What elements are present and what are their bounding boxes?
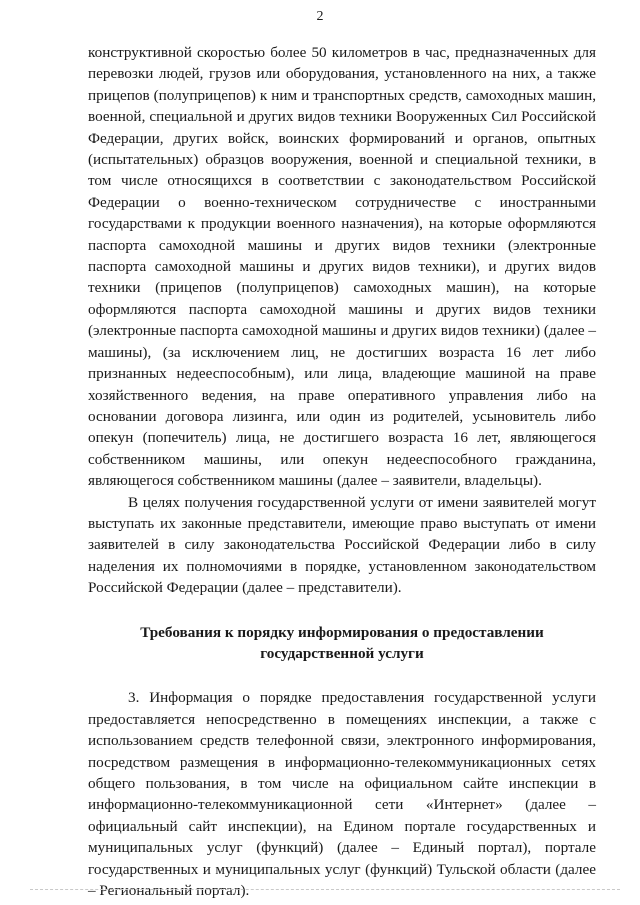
paragraph-vehicle-definition: конструктивной скоростью более 50 километров в час, предназначенных для перевозки людей, грузов или оборудования, установленного на них, а также прицепов (полуприцепов) к ним и транспортных средств, самоходных машин, военной, специальной и других видов техники Вооруженных Сил Российской Федерации, других войск, воинских формирований и органов, опытных (испытательных) образцов вооружения, военной и специальной техники, в том числе относящихся в соответствии с законодательством Российской Федерации о военно-техническом сотрудничестве с иностранными государствами к продукции военного назначения), на которые оформляются паспорта самоходной машины и других видов техники (электронные паспорта самоходной машины и других видов техники), и других видов техники (прицепов (полуприцепов) самоходных машин), на которые оформляются паспорта самоходной машины и других видов техники (электронные паспорта самоходной машины и других видов техники) (далее – машины), (за исключением лиц, не достигших возраста 16 лет либо признанных недееспособным), или лица, владеющие машиной на праве хозяйственного ведения, на праве оперативного управления либо на основании договора лизинга, или один из родителей, усыновитель либо опекун (попечитель) лица, не достигшего возраста 16 лет, являющегося собственником машины, или опекун недееспособного гражданина, являющегося собственником машины (далее – заявители, владельцы). xyxy=(88,44,596,490)
page-number: 2 xyxy=(316,9,324,24)
paragraph-information-order: 3. Информация о порядке предоставления государственной услуги предоставляется непосредственно в помещениях инспекции, а также с использованием средств телефонной связи, электронного информирования, посредством размещения в информационно-телекоммуникационных сетях общего пользования, в том числе на официальном сайте инспекции в информационно-телекоммуникационной сети «Интернет» (далее – официальный сайт инспекции), на Едином портале государственных и муниципальных услуг (функций) (далее – Единый портал), портале государственных и муниципальных услуг (функций) Тульской области (далее – Региональный портал). xyxy=(88,689,596,900)
document-body xyxy=(88,42,596,901)
section-heading-line-2: государственной услуги xyxy=(260,644,424,662)
section-heading xyxy=(88,622,596,665)
paragraph-representatives: В целях получения государственной услуги от имени заявителей могут выступать их законные представители, имеющие право выступать от имени заявителей в силу законодательства Российской Федерации либо в силу наделения их полномочиями в порядке, установленном законодательством Российской Федерации (далее – представители). xyxy=(88,493,596,597)
spacer xyxy=(88,664,596,687)
scan-artifact-line xyxy=(30,889,620,890)
spacer xyxy=(88,599,596,622)
section-heading-line-1: Требования к порядку информирования о предоставлении xyxy=(140,623,544,641)
